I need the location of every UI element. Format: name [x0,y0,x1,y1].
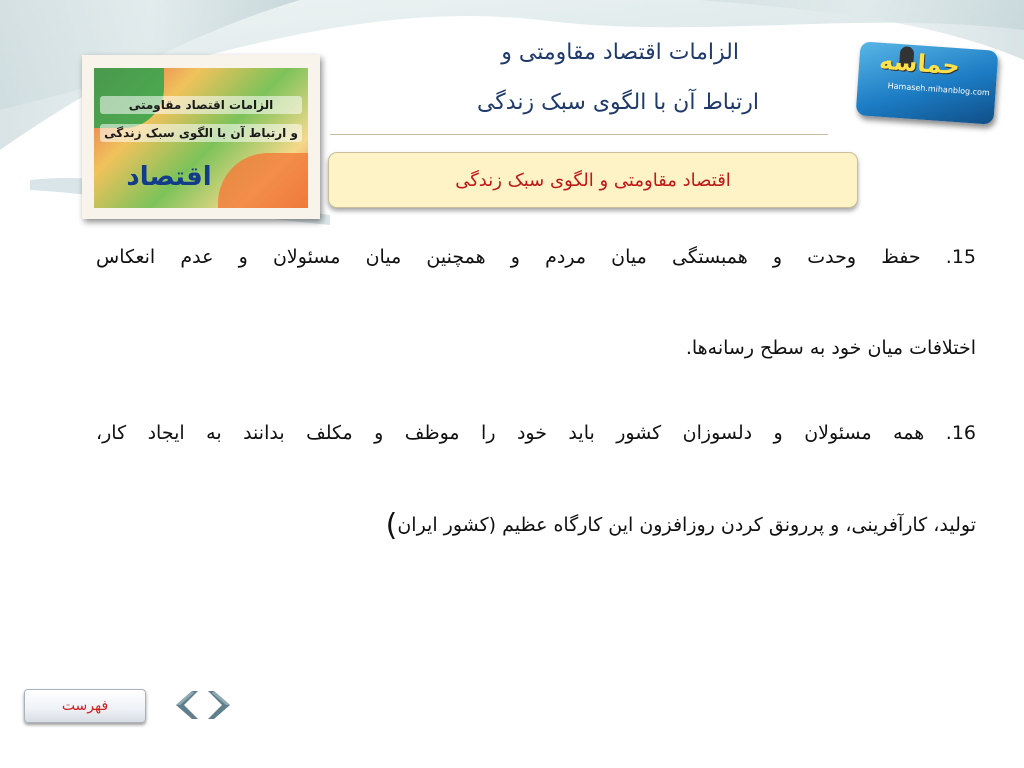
logo-word: حماسه [878,46,961,81]
book-cover-artwork [94,68,308,208]
item-15-line-1: 15. حفظ وحدت و همبستگی میان مردم و همچنین میان مسئولان و عدم انعکاس [96,246,976,268]
book-cover-image [82,55,320,219]
logo-url: Hamaseh.mihanblog.com [887,81,991,98]
item-15-line-2: اختلافات میان خود به سطح رسانه‌ها. [685,337,976,359]
cover-decoration [218,153,308,208]
item-16-line-2 [96,508,976,543]
hamaseh-logo [856,41,999,124]
slide-title-line-2: ارتباط آن با الگوی سبک زندگی [476,90,759,115]
subtitle-banner-text: اقتصاد مقاومتی و الگوی سبک زندگی [455,169,731,191]
slide-title-line-1: الزامات اقتصاد مقاومتی و [501,40,739,65]
cover-title-line-1: الزامات اقتصاد مقاومتی [100,96,302,114]
subtitle-banner [328,152,858,208]
cover-title-line-2: و ارتباط آن با الگوی سبک زندگی [100,124,302,142]
menu-button[interactable] [24,689,146,723]
cover-title-line-3: اقتصاد [126,162,212,192]
item-16-line-1: 16. همه مسئولان و دلسوزان کشور باید خود را موظف و مکلف بدانند به ایجاد کار، [96,422,976,444]
chevron-left-icon[interactable] [166,687,202,723]
closing-parenthesis: ) [385,508,398,543]
menu-button-label: فهرست [61,698,109,714]
chevron-right-icon[interactable] [204,687,240,723]
item-16-line-2-text: تولید، کارآفرینی، و پررونق کردن روزافزون این کارگاه عظیم (کشور ایران [397,514,976,536]
title-divider [330,134,828,135]
